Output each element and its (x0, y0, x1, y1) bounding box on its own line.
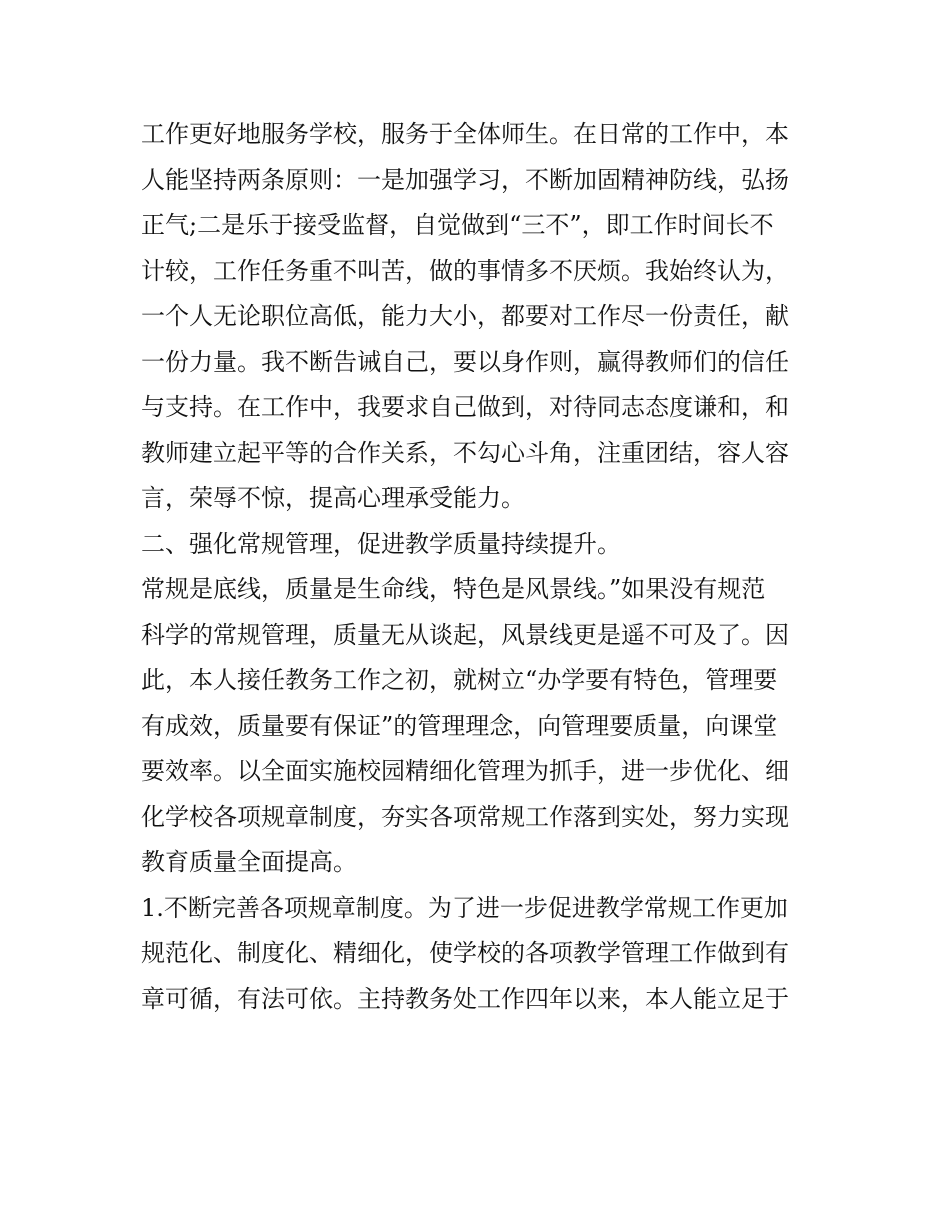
text-line: 工作更好地服务学校，服务于全体师生。在日常的工作中，本 (141, 120, 789, 148)
text-line: 常规是底线，质量是生命线，特色是风景线。”如果没有规范 (141, 575, 766, 603)
text-line: 有成效，质量要有保证”的管理理念，向管理要质量，向课堂 (141, 711, 778, 740)
text-line: 科学的常规管理，质量无从谈起，风景线更是遥不可及了。因 (141, 620, 789, 649)
text-line: 人能坚持两条原则：一是加强学习，不断加固精神防线，弘扬 (141, 165, 789, 194)
body-text (141, 112, 831, 1022)
text-line: 要效率。以全面实施校园精细化管理为抓手，进一步优化、细 (141, 757, 789, 785)
text-line: 此，本人接任教务工作之初，就树立“办学要有特色，管理要 (141, 666, 778, 694)
text-line: 教师建立起平等的合作关系，不勾心斗角，注重团结，容人容 (141, 438, 789, 467)
text-line: 一个人无论职位高低，能力大小，都要对工作尽一份责任，献 (141, 302, 789, 330)
text-line: 化学校各项规章制度，夯实各项常规工作落到实处，努力实现 (141, 802, 789, 831)
text-line: 计较，工作任务重不叫苦，做的事情多不厌烦。我始终认为， (141, 256, 789, 285)
text-line: 章可循，有法可依。主持教务处工作四年以来，本人能立足于 (141, 984, 789, 1013)
text-line: 教育质量全面提高。 (141, 848, 357, 876)
list-item-line: 1.不断完善各项规章制度。为了进一步促进教学常规工作更加 (141, 893, 788, 922)
section-heading: 二、强化常规管理，促进教学质量持续提升。 (141, 529, 621, 558)
text-line: 正气;二是乐于接受监督，自觉做到“三不”，即工作时间长不 (141, 211, 774, 239)
text-line: 规范化、制度化、精细化，使学校的各项教学管理工作做到有 (141, 939, 789, 967)
text-line: 一份力量。我不断告诫自己，要以身作则，赢得教师们的信任 (141, 347, 789, 376)
text-line: 与支持。在工作中，我要求自己做到，对待同志态度谦和，和 (141, 393, 789, 421)
text-line: 言，荣辱不惊，提高心理承受能力。 (141, 484, 525, 512)
